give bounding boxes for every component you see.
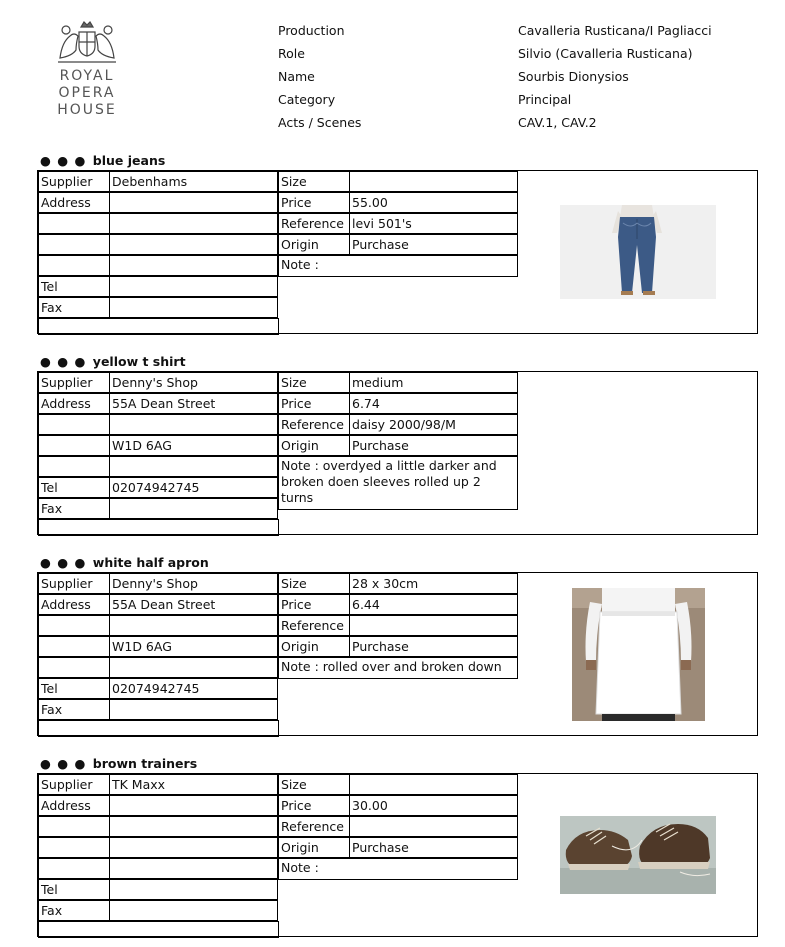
origin-label: Origin (278, 234, 350, 255)
supplier-value: Denny's Shop (109, 573, 278, 594)
fax-value (109, 498, 278, 519)
reference-value (349, 816, 518, 837)
bullets: ● ● ● (40, 756, 87, 771)
address-blank (38, 657, 110, 678)
crest-icon (52, 18, 122, 66)
blank-row (38, 318, 279, 335)
price-label: Price (278, 594, 350, 615)
blank-row (38, 519, 279, 536)
address-blank (38, 234, 110, 255)
reference-value: daisy 2000/98/M (349, 414, 518, 435)
tel-value: 02074942745 (109, 678, 278, 699)
size-value (349, 171, 518, 192)
address-blank (38, 414, 110, 435)
address-label: Address (38, 795, 110, 816)
fax-value (109, 297, 278, 318)
header-values (518, 19, 712, 134)
size-value: 28 x 30cm (349, 573, 518, 594)
item-title-text: white half apron (92, 555, 209, 570)
note: Note : (278, 858, 518, 880)
address-line-3 (109, 837, 278, 858)
address-line-2 (109, 816, 278, 837)
item-title-text: brown trainers (92, 756, 198, 771)
tel-value: 02074942745 (109, 477, 278, 498)
address-line-2 (109, 615, 278, 636)
supplier-label: Supplier (38, 372, 110, 393)
address-line-4 (109, 456, 278, 477)
fax-label: Fax (38, 498, 110, 519)
address-blank (38, 456, 110, 477)
reference-value (349, 615, 518, 636)
item-card (37, 773, 758, 937)
value-acts-scenes: CAV.1, CAV.2 (518, 115, 597, 130)
price-value: 30.00 (349, 795, 518, 816)
fax-label: Fax (38, 297, 110, 318)
supplier-label: Supplier (38, 774, 110, 795)
tel-value (109, 879, 278, 900)
address-label: Address (38, 192, 110, 213)
size-label: Size (278, 372, 350, 393)
item-title (40, 554, 209, 571)
address-blank (38, 435, 110, 456)
note: Note : rolled over and broken down (278, 657, 518, 679)
address-blank (38, 816, 110, 837)
logo-line-house: HOUSE (57, 102, 117, 118)
size-label: Size (278, 573, 350, 594)
origin-value: Purchase (349, 636, 518, 657)
note: Note : overdyed a little darker and broken doen sleeves rolled up 2 turns (278, 456, 518, 510)
tel-label: Tel (38, 879, 110, 900)
supplier-label: Supplier (38, 573, 110, 594)
value-production: Cavalleria Rusticana/I Pagliacci (518, 23, 712, 38)
item-image-area (518, 171, 758, 333)
address-blank (38, 636, 110, 657)
item-title-text: blue jeans (92, 153, 166, 168)
item-image-area (518, 774, 758, 936)
price-label: Price (278, 795, 350, 816)
origin-label: Origin (278, 837, 350, 858)
tel-value (109, 276, 278, 297)
apron-photo (572, 588, 705, 721)
price-value: 55.00 (349, 192, 518, 213)
royal-opera-house-logo (52, 18, 122, 119)
bullets: ● ● ● (40, 555, 87, 570)
address-line-2 (109, 213, 278, 234)
trainers-photo (560, 816, 716, 894)
supplier-value: TK Maxx (109, 774, 278, 795)
blank-row (38, 921, 279, 938)
reference-label: Reference (278, 816, 350, 837)
address-line-4 (109, 858, 278, 879)
supplier-value: Debenhams (109, 171, 278, 192)
origin-value: Purchase (349, 837, 518, 858)
address-line-2 (109, 414, 278, 435)
address-line-1 (109, 192, 278, 213)
bullets: ● ● ● (40, 354, 87, 369)
reference-label: Reference (278, 213, 350, 234)
item-card (37, 371, 758, 535)
address-blank (38, 255, 110, 276)
price-label: Price (278, 393, 350, 414)
address-blank (38, 213, 110, 234)
supplier-value: Denny's Shop (109, 372, 278, 393)
size-value: medium (349, 372, 518, 393)
origin-value: Purchase (349, 435, 518, 456)
size-label: Size (278, 774, 350, 795)
size-label: Size (278, 171, 350, 192)
label-role: Role (278, 46, 305, 61)
fax-label: Fax (38, 900, 110, 921)
tel-label: Tel (38, 678, 110, 699)
size-value (349, 774, 518, 795)
origin-label: Origin (278, 636, 350, 657)
item-image-area (518, 573, 758, 735)
address-line-3: W1D 6AG (109, 435, 278, 456)
blank-row (38, 720, 279, 737)
item-title (40, 755, 197, 772)
note: Note : (278, 255, 518, 277)
item-title-text: yellow t shirt (92, 354, 186, 369)
address-line-4 (109, 657, 278, 678)
address-line-4 (109, 255, 278, 276)
origin-label: Origin (278, 435, 350, 456)
address-label: Address (38, 393, 110, 414)
logo-line-royal: ROYAL (59, 68, 115, 84)
fax-value (109, 699, 278, 720)
address-line-3: W1D 6AG (109, 636, 278, 657)
label-category: Category (278, 92, 336, 107)
logo-line-opera: OPERA (58, 85, 116, 101)
item-card (37, 170, 758, 334)
price-label: Price (278, 192, 350, 213)
address-line-1: 55A Dean Street (109, 393, 278, 414)
tel-label: Tel (38, 477, 110, 498)
price-value: 6.74 (349, 393, 518, 414)
address-label: Address (38, 594, 110, 615)
header-labels (278, 19, 361, 134)
reference-value: levi 501's (349, 213, 518, 234)
tel-label: Tel (38, 276, 110, 297)
address-blank (38, 858, 110, 879)
address-line-1: 55A Dean Street (109, 594, 278, 615)
address-blank (38, 615, 110, 636)
origin-value: Purchase (349, 234, 518, 255)
fax-label: Fax (38, 699, 110, 720)
value-name: Sourbis Dionysios (518, 69, 629, 84)
value-role: Silvio (Cavalleria Rusticana) (518, 46, 693, 61)
label-acts-scenes: Acts / Scenes (278, 115, 362, 130)
address-line-3 (109, 234, 278, 255)
price-value: 6.44 (349, 594, 518, 615)
item-title (40, 152, 165, 169)
address-blank (38, 837, 110, 858)
label-name: Name (278, 69, 315, 84)
jeans-photo (560, 205, 716, 299)
reference-label: Reference (278, 414, 350, 435)
reference-label: Reference (278, 615, 350, 636)
value-category: Principal (518, 92, 572, 107)
fax-value (109, 900, 278, 921)
item-image-area (518, 372, 758, 534)
item-title (40, 353, 186, 370)
supplier-label: Supplier (38, 171, 110, 192)
label-production: Production (278, 23, 345, 38)
item-card (37, 572, 758, 736)
address-line-1 (109, 795, 278, 816)
bullets: ● ● ● (40, 153, 87, 168)
